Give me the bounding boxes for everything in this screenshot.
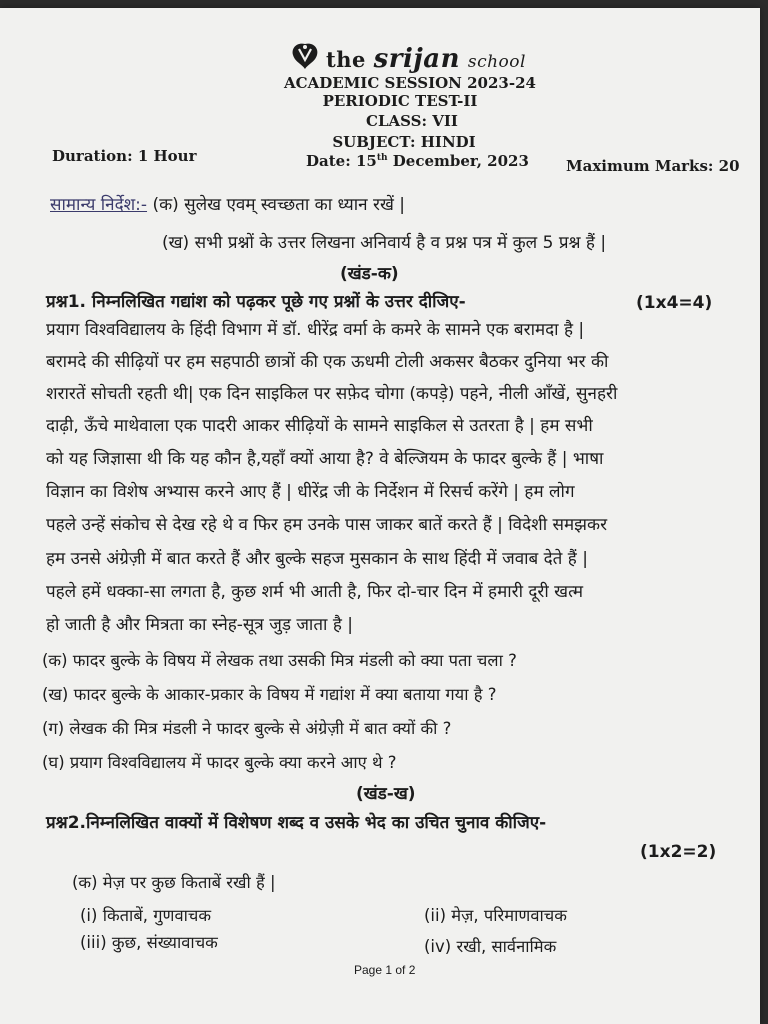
passage-line: प्रयाग विश्वविद्यालय के हिंदी विभाग में डॉ. धीरेंद्र वर्मा के कमरे के सामने एक बरामदा है | [46, 320, 585, 340]
option-iv: (iv) रखी, सार्वनामिक [424, 937, 557, 956]
instructions-line-1 [50, 192, 405, 215]
instruction-kha: (ख) सभी प्रश्नों के उत्तर लिखना अनिवार्य है व प्रश्न पत्र में कुल 5 प्रश्न हैं | [162, 233, 607, 253]
passage-line: पहले उन्हें संकोच से देख रहे थे व फिर हम उनके पास जाकर बातें करते हैं | विदेशी समझकर [46, 515, 608, 535]
school-emblem-icon [288, 40, 322, 72]
school-name-main: srijan [373, 44, 461, 74]
option-i: (i) किताबें, गुणवाचक [80, 906, 212, 925]
exam-date: Date: 15th December, 2023 [306, 152, 529, 170]
question-1-label: प्रश्न1. निम्नलिखित गद्यांश को पढ़कर पूछे गए प्रश्नों के उत्तर दीजिए- [46, 292, 466, 312]
question-1-part-ga: (ग) लेखक की मित्र मंडली ने फादर बुल्के से अंग्रेज़ी में बात क्यों की ? [42, 719, 452, 738]
passage-line: पहले हमें धक्का-सा लगता है, कुछ शर्म भी आती है, फिर दो-चार दिन में हमारी दूरी खत्म [46, 582, 584, 602]
passage-line: को यह जिज्ञासा थी कि यह कौन है,यहाँ क्यों आया है? वे बेल्जियम के फादर बुल्के हैं | भाषा [46, 449, 604, 469]
section-b-title: (खंड-ख) [356, 784, 416, 804]
passage-line: हो जाती है और मित्रता का स्नेह-सूत्र जुड़ जाता है | [46, 615, 353, 635]
option-iii: (iii) कुछ, संख्यावाचक [80, 933, 218, 952]
passage-line: शरारतें सोचती रहती थी| एक दिन साइकिल पर सफ़ेद चोगा (कपड़े) पहने, नीली आँखें, सुनहरी [46, 384, 618, 404]
passage-line: बरामदे की सीढ़ियों पर हम सहपाठी छात्रों की एक ऊधमी टोली अकसर बैठकर दुनिया भर की [46, 352, 609, 372]
maximum-marks: Maximum Marks: 20 [566, 157, 740, 175]
passage-line: हम उनसे अंग्रेज़ी में बात करते हैं और बुल्के सहज मुसकान के साथ हिंदी में जवाब देते हैं | [46, 549, 588, 569]
class-label: CLASS: VII [366, 112, 458, 130]
instruction-ka: (क) सुलेख एवम् स्वच्छता का ध्यान रखें | [152, 195, 405, 215]
exam-paper [0, 8, 760, 1024]
test-name: PERIODIC TEST-II [322, 92, 478, 110]
school-suffix: school [467, 52, 526, 72]
question-1-part-ka: (क) फादर बुल्के के विषय में लेखक तथा उसकी मित्र मंडली को क्या पता चला ? [42, 651, 517, 670]
question-1-marks: (1x4=4) [636, 293, 713, 313]
subject-label: SUBJECT: HINDI [332, 133, 476, 151]
instructions-label: सामान्य निर्देश:- [50, 195, 148, 215]
page-number: Page 1 of 2 [354, 963, 416, 977]
school-logo [288, 40, 528, 74]
option-ii: (ii) मेज़, परिमाणवाचक [424, 906, 567, 925]
academic-session: ACADEMIC SESSION 2023-24 [284, 74, 536, 92]
question-2-marks: (1x2=2) [640, 842, 717, 862]
question-1-part-gha: (घ) प्रयाग विश्वविद्यालय में फादर बुल्के क्या करने आए थे ? [42, 753, 397, 772]
school-prefix: the [326, 47, 366, 72]
passage-line: विज्ञान का विशेष अभ्यास करने आए हैं | धीरेंद्र जी के निर्देशन में रिसर्च करेंगे | हम लोग [46, 482, 575, 502]
question-2-sentence: (क) मेज़ पर कुछ किताबें रखी हैं | [72, 873, 276, 892]
question-1-part-kha: (ख) फादर बुल्के के आकार-प्रकार के विषय में गद्यांश में क्या बताया गया है ? [42, 685, 497, 704]
duration: Duration: 1 Hour [52, 147, 197, 165]
school-name [326, 44, 526, 74]
question-2-label: प्रश्न2.निम्नलिखित वाक्यों में विशेषण शब्द व उसके भेद का उचित चुनाव कीजिए- [46, 813, 547, 833]
section-a-title: (खंड-क) [340, 264, 399, 284]
passage-line: दाढ़ी, ऊँचे माथेवाला एक पादरी आकर सीढ़ियों के सामने साइकिल से उतरता है | हम सभी [46, 416, 593, 436]
